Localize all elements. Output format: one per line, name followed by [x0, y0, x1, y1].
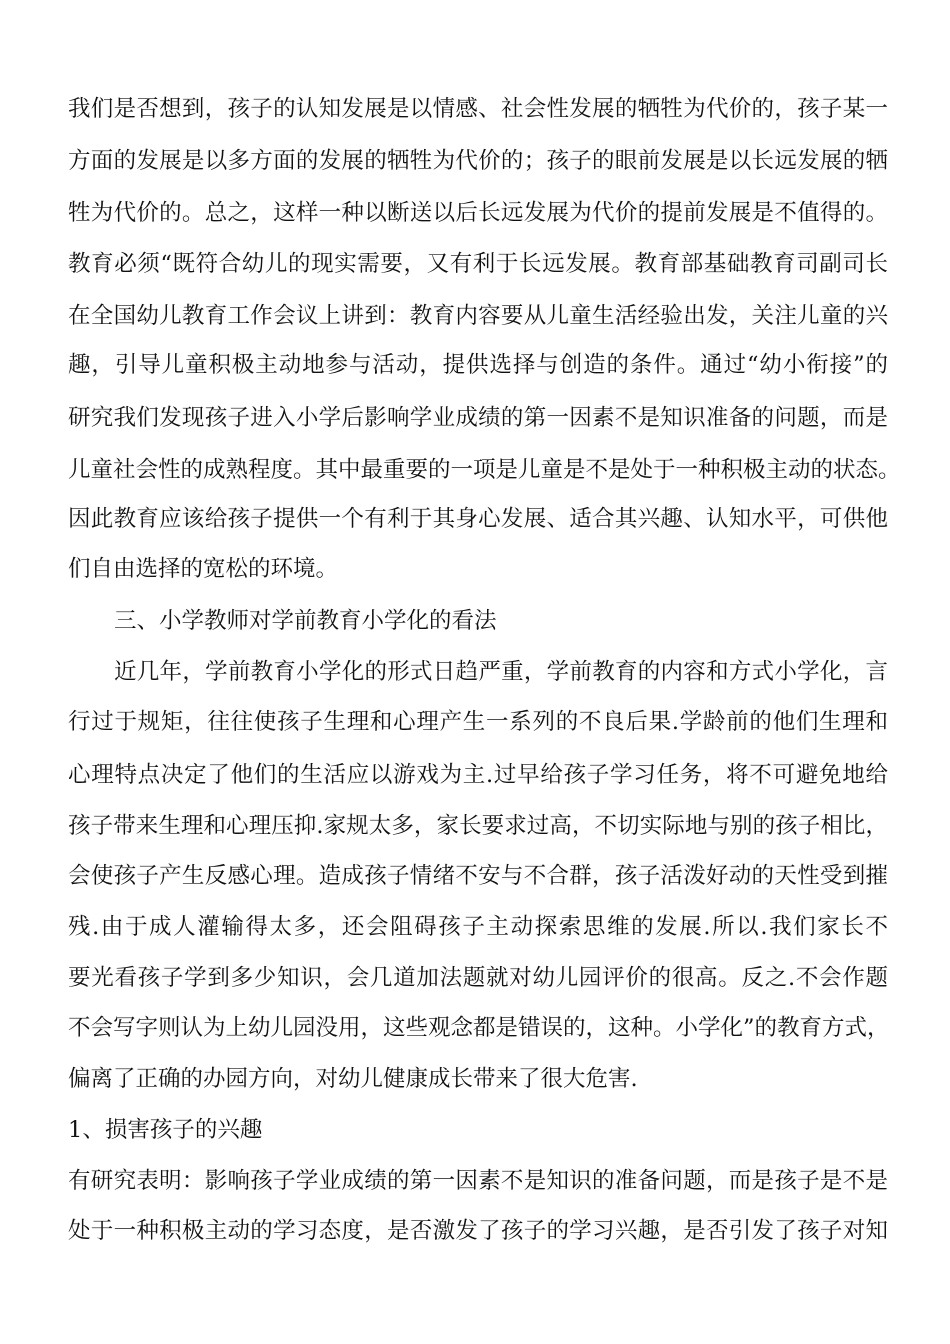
- body-text-line: 会使孩子产生反感心理。造成孩子情绪不安与不合群，孩子活泼好动的天性受到摧: [68, 863, 888, 889]
- body-text-line: 趣，引导儿童积极主动地参与活动，提供选择与创造的条件。通过“幼小衔接”的: [68, 352, 888, 378]
- body-text-line: 因此教育应该给孩子提供一个有利于其身心发展、适合其兴趣、认知水平，可供他: [68, 506, 888, 532]
- body-text-line: 儿童社会性的成熟程度。其中最重要的一项是儿童是不是处于一种积极主动的状态。: [68, 457, 901, 483]
- body-text-line: 偏离了正确的办园方向，对幼儿健康成长带来了很大危害.: [68, 1066, 638, 1092]
- body-text-line: 近几年，学前教育小学化的形式日趋严重，学前教育的内容和方式小学化，言: [114, 659, 888, 685]
- body-text-line: 牲为代价的。总之，这样一种以断送以后长远发展为代价的提前发展是不值得的。: [68, 200, 888, 226]
- body-text-line: 方面的发展是以多方面的发展的牺牲为代价的；孩子的眼前发展是以长远发展的牺: [68, 148, 888, 174]
- body-text-line: 要光看孩子学到多少知识，会几道加法题就对幼儿园评价的很高。反之.不会作题: [68, 965, 888, 991]
- body-text-line: 处于一种积极主动的学习态度，是否激发了孩子的学习兴趣，是否引发了孩子对知: [68, 1218, 888, 1244]
- body-text-line: 我们是否想到，孩子的认知发展是以情感、社会性发展的牺牲为代价的，孩子某一: [68, 96, 888, 122]
- subsection-heading: 1、损害孩子的兴趣: [68, 1117, 263, 1143]
- body-text-line: 不会写字则认为上幼儿园没用，这些观念都是错误的，这种。小学化”的教育方式，: [68, 1015, 890, 1041]
- body-text-line: 有研究表明：影响孩子学业成绩的第一因素不是知识的准备问题，而是孩子是不是: [68, 1168, 888, 1194]
- body-text-line: 在全国幼儿教育工作会议上讲到：教育内容要从儿童生活经验出发，关注儿童的兴: [68, 303, 888, 329]
- body-text-line: 残.由于成人灌输得太多，还会阻碍孩子主动探索思维的发展.所以.我们家长不: [68, 914, 888, 940]
- body-text-line: 行过于规矩，往往使孩子生理和心理产生一系列的不良后果.学龄前的他们生理和: [68, 709, 888, 735]
- body-text-line: 孩子带来生理和心理压抑.家规太多，家长要求过高，不切实际地与别的孩子相比，: [68, 813, 888, 839]
- body-text-line: 教育必须“既符合幼儿的现实需要，又有利于长远发展。教育部基础教育司副司长: [68, 251, 888, 277]
- body-text-line: 们自由选择的宽松的环境。: [68, 556, 339, 582]
- section-heading: 三、小学教师对学前教育小学化的看法: [114, 608, 497, 634]
- body-text-line: 心理特点决定了他们的生活应以游戏为主.过早给孩子学习任务，将不可避免地给: [68, 762, 888, 788]
- body-text-line: 研究我们发现孩子进入小学后影响学业成绩的第一因素不是知识准备的问题，而是: [68, 405, 888, 431]
